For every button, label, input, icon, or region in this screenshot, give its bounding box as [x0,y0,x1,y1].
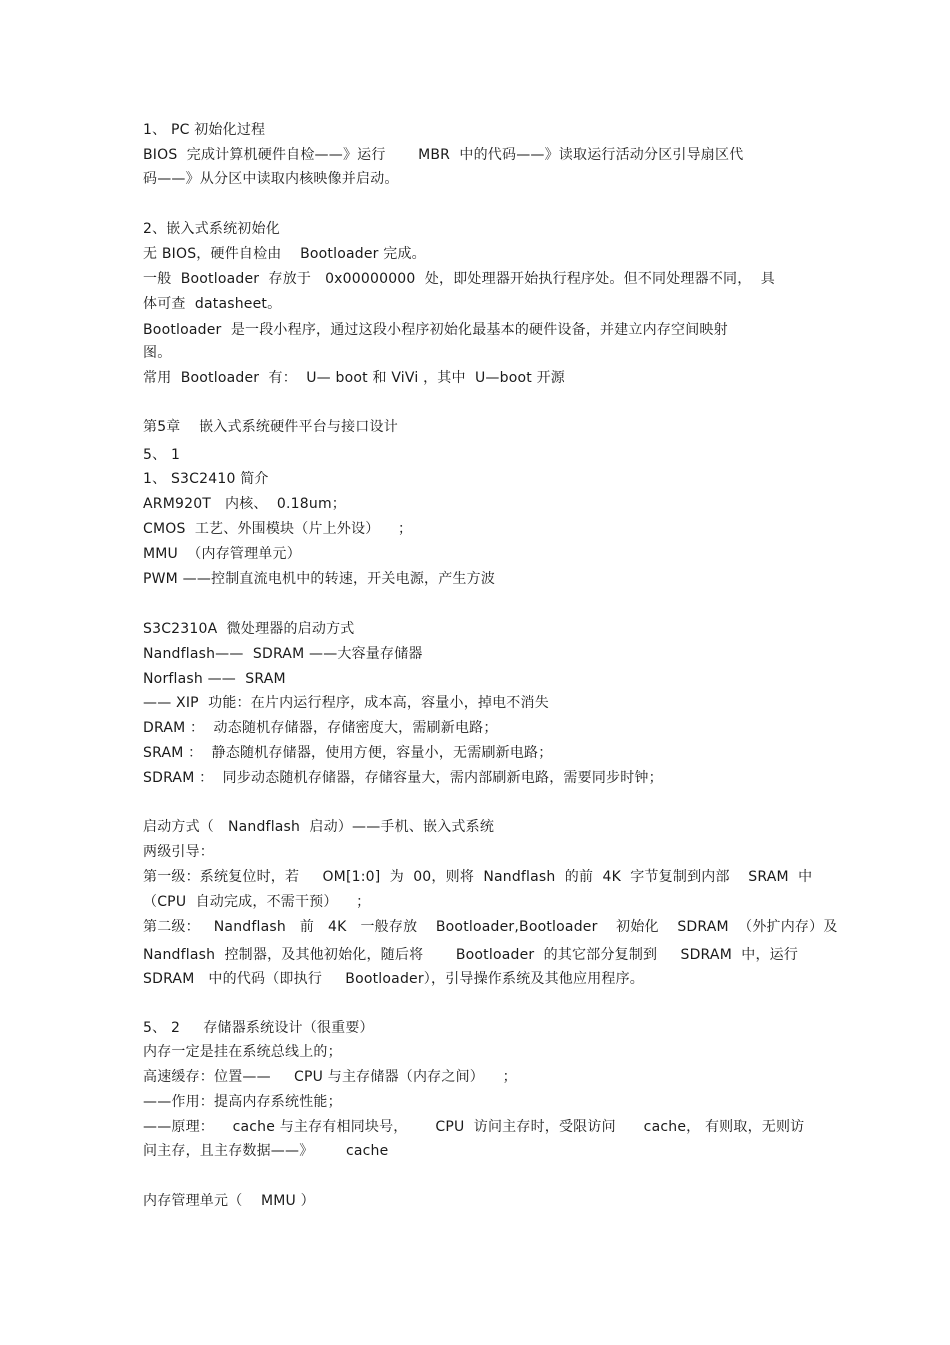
text-line: （CPU 自动完成，不需干预） ； [143,894,371,910]
text-line: SDRAM 中的代码（即执行 Bootloader），引导操作系统及其他应用程序。 [143,971,644,987]
text-line: Nandflash—— SDRAM ——大容量存储器 [143,646,423,662]
text-line: —— XIP 功能：在片内运行程序，成本高，容量小，掉电不消失 [143,695,549,711]
text-line: ——原理： cache 与主存有相同块号， CPU 访问主存时，受限访问 cache， 有则取，无则访 [143,1119,805,1135]
text-line: 码——》从分区中读取内核映像并启动。 [143,171,399,187]
text-line: 高速缓存：位置—— CPU 与主存储器（内存之间） ； [143,1069,517,1085]
text-line: CMOS 工艺、外围模块（片上外设） ； [143,521,413,537]
text-line: 内存一定是挂在系统总线上的； [143,1044,342,1060]
text-line: 第一级：系统复位时，若 OM[1:0] 为 00，则将 Nandflash 的前 4K 字节复制到内部 SRAM 中 [143,869,813,885]
text-line: PWM ——控制直流电机中的转速，开关电源，产生方波 [143,571,496,587]
heading-embedded-init: 2、嵌入式系统初始化 [143,221,280,237]
text-line: 问主存，且主存数据——》 cache [143,1143,389,1159]
text-line: 体可查 datasheet。 [143,296,282,312]
text-line: Nandflash 控制器，及其他初始化，随后将 Bootloader 的其它部分复制到 SDRAM 中，运行 [143,947,799,963]
text-line: 图。 [143,345,172,361]
text-line: 一般 Bootloader 存放于 0x00000000 处，即处理器开始执行程序处。但不同处理器不同， 具 [143,271,775,287]
text-line: 1、 S3C2410 简介 [143,471,269,487]
chapter-heading: 第5章 嵌入式系统硬件平台与接口设计 [143,419,398,435]
section-number: 5、 1 [143,447,181,463]
text-line: BIOS 完成计算机硬件自检——》运行 MBR 中的代码——》读取运行活动分区引导扇区代 [143,147,744,163]
text-line: 无 BIOS，硬件自检由 Bootloader 完成。 [143,246,426,262]
text-line: ARM920T 内核、 0.18um； [143,496,346,512]
text-line: Bootloader 是一段小程序，通过这段小程序初始化最基本的硬件设备，并建立内存空间映射 [143,322,728,338]
text-line: Norflash —— SRAM [143,671,286,687]
heading-pc-init: 1、 PC 初始化过程 [143,122,266,138]
text-line: 第二级： Nandflash 前 4K 一般存放 Bootloader,Bootloader 初始化 SDRAM （外扩内存）及 [143,919,838,935]
text-line: 两级引导： [143,844,214,860]
text-line: 内存管理单元（ MMU ） [143,1193,315,1209]
text-line: 常用 Bootloader 有： U— boot 和 ViVi ，其中 U—boot 开源 [143,370,565,386]
text-line: S3C2310A 微处理器的启动方式 [143,621,355,637]
text-line: ——作用：提高内存系统性能； [143,1094,342,1110]
text-line: MMU （内存管理单元） [143,546,301,562]
text-line: SDRAM ： 同步动态随机存储器，存储容量大，需内部刷新电路，需要同步时钟； [143,770,663,786]
text-line: 启动方式（ Nandflash 启动）——手机、嵌入式系统 [143,819,495,835]
section-heading: 5、 2 存储器系统设计（很重要） [143,1020,374,1036]
text-line: DRAM ： 动态随机存储器，存储密度大，需刷新电路； [143,720,498,736]
text-line: SRAM ： 静态随机存储器，使用方便，容量小，无需刷新电路； [143,745,553,761]
